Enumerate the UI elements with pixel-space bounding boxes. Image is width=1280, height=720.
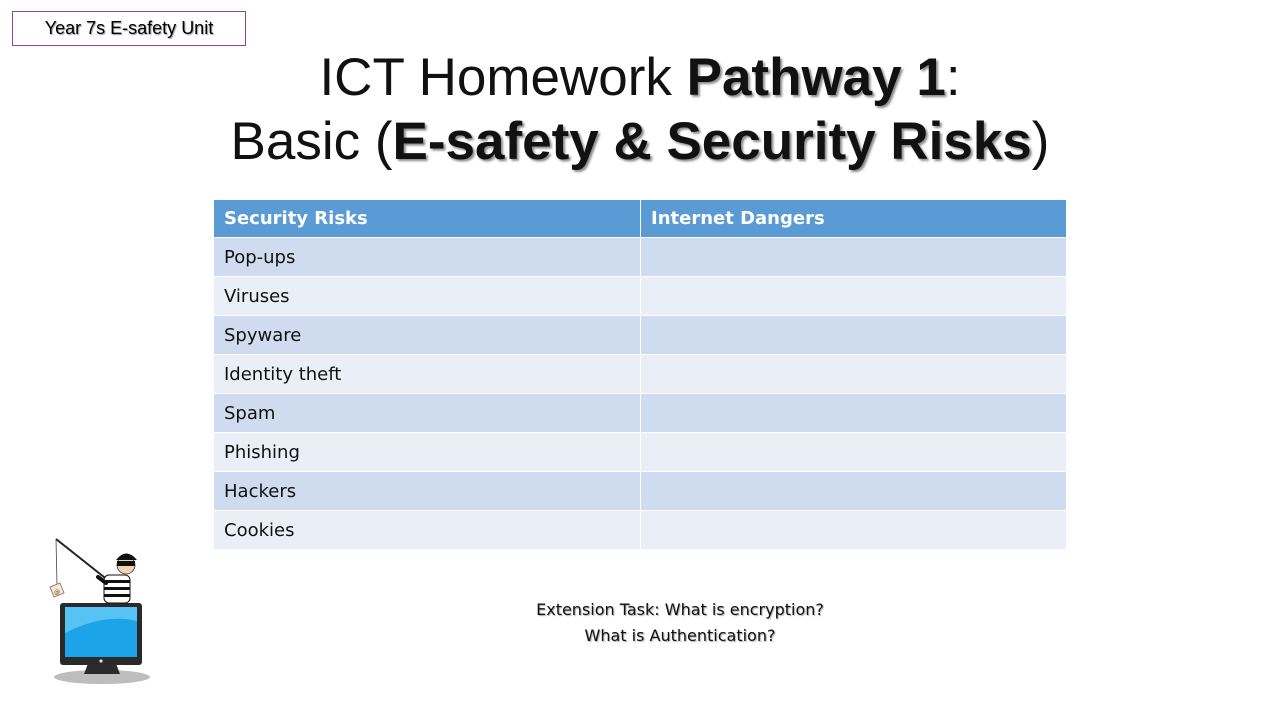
risk-cell: Spyware: [214, 316, 641, 355]
table-row: [214, 394, 1067, 433]
risk-cell: Phishing: [214, 433, 641, 472]
table-row: [214, 472, 1067, 511]
risk-cell: Spam: [214, 394, 641, 433]
table-row: [214, 433, 1067, 472]
danger-cell[interactable]: [641, 277, 1067, 316]
title-line1-suffix: :: [945, 48, 961, 107]
svg-text:@: @: [54, 589, 60, 596]
extension-line-1: Extension Task: What is encryption?: [536, 600, 824, 619]
risk-cell: Hackers: [214, 472, 641, 511]
title-line-1: [0, 46, 1280, 110]
page-title: [0, 46, 1280, 174]
risk-cell: Pop-ups: [214, 238, 641, 277]
table-row: [214, 316, 1067, 355]
table-row: [214, 355, 1067, 394]
header-internet-dangers: Internet Dangers: [641, 200, 1067, 238]
table-row: [214, 238, 1067, 277]
danger-cell[interactable]: [641, 238, 1067, 277]
title-line2-suffix: ): [1031, 112, 1050, 171]
risk-cell: Identity theft: [214, 355, 641, 394]
danger-cell[interactable]: [641, 511, 1067, 550]
danger-cell[interactable]: [641, 355, 1067, 394]
risk-cell: Viruses: [214, 277, 641, 316]
table-row: [214, 511, 1067, 550]
danger-cell[interactable]: [641, 472, 1067, 511]
danger-cell[interactable]: [641, 394, 1067, 433]
danger-cell[interactable]: [641, 316, 1067, 355]
danger-cell[interactable]: [641, 433, 1067, 472]
hacker-on-monitor-icon: [44, 533, 164, 688]
extension-task: [500, 597, 860, 649]
title-line1-prefix: ICT Homework: [319, 48, 687, 107]
extension-line-2: What is Authentication?: [584, 626, 776, 645]
table-row: [214, 277, 1067, 316]
risk-cell: Cookies: [214, 511, 641, 550]
title-line1-bold: Pathway 1: [686, 48, 946, 107]
header-security-risks: Security Risks: [214, 200, 641, 238]
risks-table: [213, 199, 1067, 550]
table-header-row: [214, 200, 1067, 238]
title-line2-bold: E-safety & Security Risks: [392, 112, 1032, 171]
title-line2-prefix: Basic (: [230, 112, 393, 171]
unit-badge: Year 7s E-safety Unit: [12, 11, 246, 46]
title-line-2: [0, 110, 1280, 174]
